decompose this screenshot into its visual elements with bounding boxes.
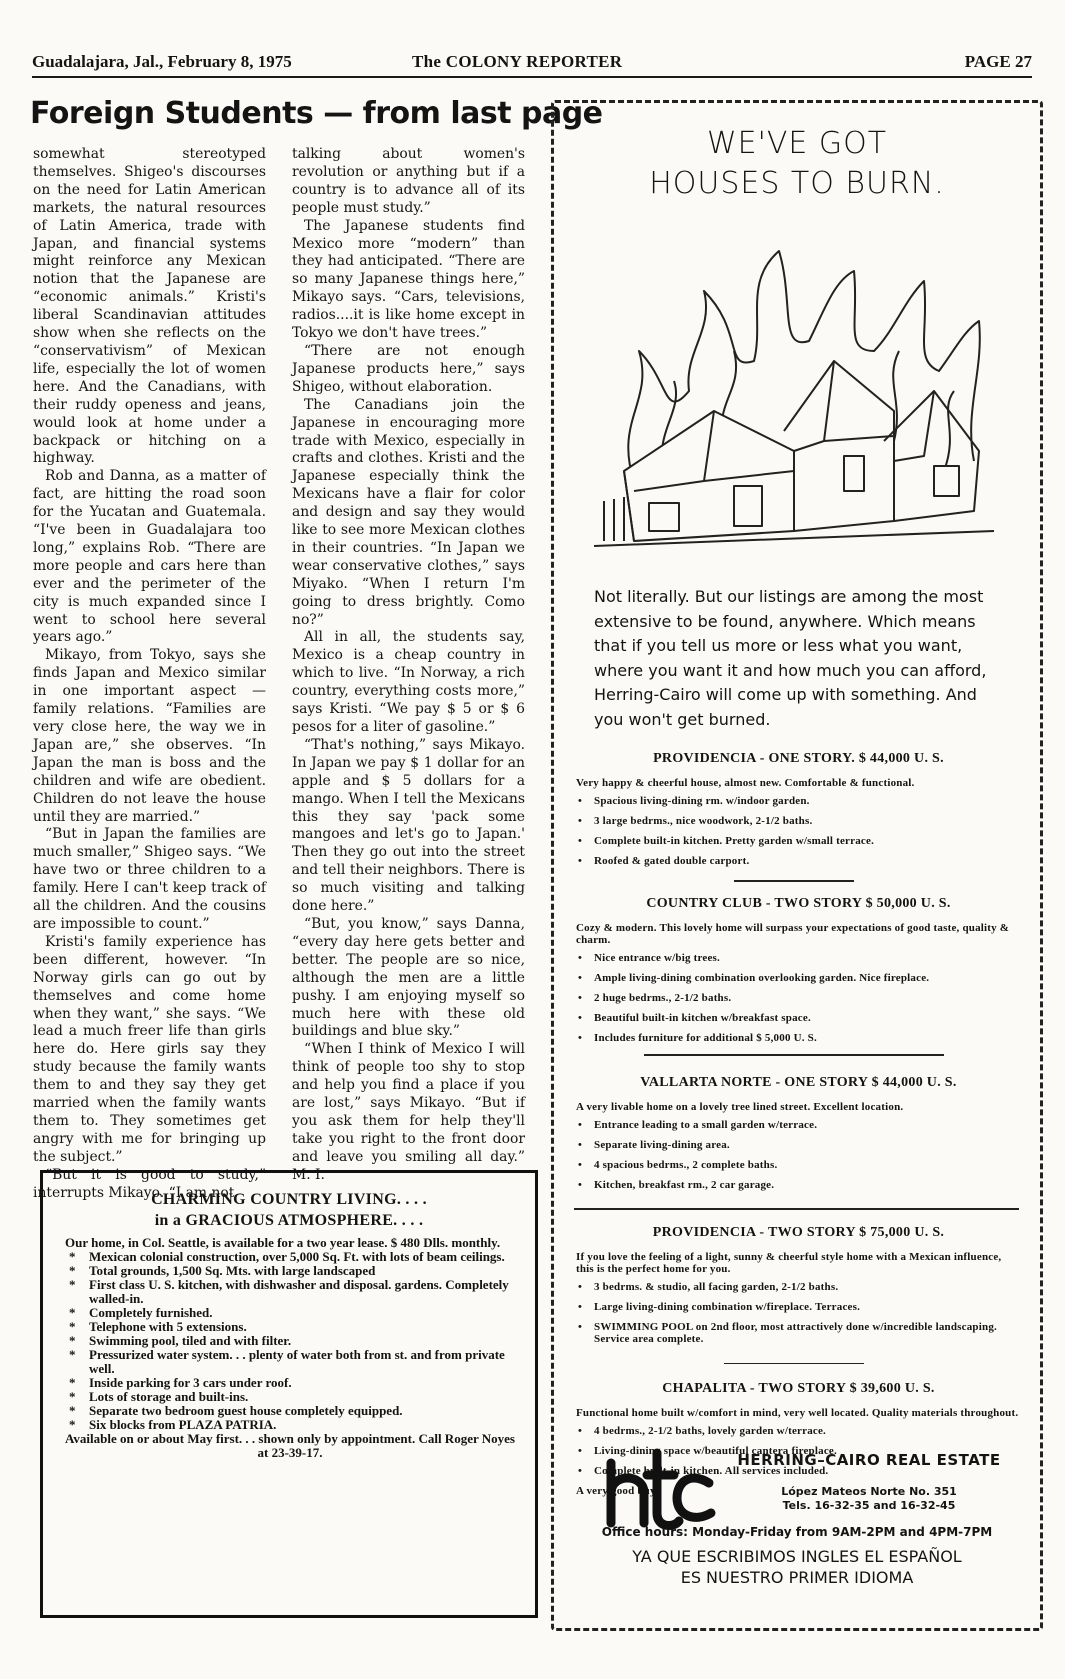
ad2-feature: * Total grounds, 1,500 Sq. Mts. with large landscaped xyxy=(65,1264,515,1278)
listing-vallarta-norte xyxy=(576,1075,1021,1199)
country-living-ad xyxy=(40,1170,538,1618)
ad2-intro: Our home, in Col. Seattle, is available for a two year lease. $ 480 Dlls. monthly. xyxy=(65,1235,501,1250)
real-estate-ad xyxy=(551,100,1043,1631)
paragraph: “But it is good to study,” interrupts Mikayo. “I am not xyxy=(33,1166,266,1201)
page-header xyxy=(32,50,1032,78)
divider xyxy=(724,1363,864,1364)
listing-feature: • Large living-dining combination w/fireplace. Terraces. xyxy=(576,1301,1021,1313)
paragraph: Rob and Danna, as a matter of fact, are hitting the road soon for the Yucatan and Guatemala. “I've been in Guadalajara too long,” explains Rob. “There are more people and cars here than ever and the perimeter of the city is much expanded since I went to school here several years ago.” xyxy=(33,468,266,646)
listing-feature: • 2 huge bedrms., 2-1/2 baths. xyxy=(576,992,1021,1004)
listing-feature: • Entrance leading to a small garden w/terrace. xyxy=(576,1119,1021,1131)
ad2-feature: * Inside parking for 3 cars under roof. xyxy=(65,1376,515,1390)
listing-feature: • Nice entrance w/big trees. xyxy=(576,952,1021,964)
paragraph: “But in Japan the families are much smaller,” Shigeo says. “We have two or three children to a family. Here I can't keep track of all the children. And the cousins are impossible to count.” xyxy=(33,826,266,932)
listing-country-club xyxy=(576,896,1021,1052)
ad-copy: Not literally. But our listings are among the most extensive to be found, anywhere. Which means that if you tell us more or less what you want, where you want it and how much you can afford, Herring-Cairo will come up with something. And you won't get burned. xyxy=(594,587,987,729)
company-info xyxy=(719,1451,1019,1513)
listing-intro: Very happy & cheerful house, almost new. Comfortable & functional. xyxy=(576,777,915,789)
tagline-line1: YA QUE ESCRIBIMOS INGLES EL ESPAÑOL xyxy=(632,1547,962,1566)
paragraph: somewhat stereotyped themselves. Shigeo's discourses on the need for Latin American markets, the natural resources of Latin America, trade with Japan, and financial systems might reinforce any Mexican notion that the Japanese are “economic animals.” Kristi's liberal Scandinavian attitudes show when she reflects on the “conservativism” of Mexican life, especially the lot of women here. And the Canadians, with their ruddy openess and jeans, would look at home under a backpack or hitching on a highway. xyxy=(33,146,266,467)
paragraph: Mikayo, from Tokyo, says she finds Japan and Mexico similar in one important aspect — family relations. “Families are very close here, the way we in Japan are,” she observes. “In Japan the man is boss and the children and wife are obedient. Children do not leave the house until they are married.” xyxy=(33,647,266,825)
company-address: López Mateos Norte No. 351 xyxy=(781,1485,957,1498)
listing-heading: CHAPALITA - TWO STORY $ 39,600 U. S. xyxy=(662,1381,935,1396)
paragraph: Kristi's family experience has been different, however. “In Norway girls can go out by themselves and come home when they want,” she says. “We lead a much freer life than girls here do. Here girls say they study because the family wants them to and they say they get married when the family wants them to. They sometimes get angry with me for bringing up the subject.” xyxy=(33,933,266,1165)
ad2-feature: * First class U. S. kitchen, with dishwasher and disposal. gardens. Completely walled-in. xyxy=(65,1278,515,1306)
listing-intro: Functional home built w/comfort in mind, very well located. Quality materials throughout. xyxy=(576,1407,1019,1419)
article-headline: Foreign Students — from last page xyxy=(30,96,603,131)
listing-intro: A very livable home on a lovely tree lined street. Excellent location. xyxy=(576,1101,904,1113)
burning-houses-illustration xyxy=(594,241,994,571)
listing-feature: • 4 bedrms., 2-1/2 baths, lovely garden w/terrace. xyxy=(576,1425,1021,1437)
listing-feature: • Includes furniture for additional $ 5,000 U. S. xyxy=(576,1032,1021,1044)
listing-feature: • Separate living-dining area. xyxy=(576,1139,1021,1151)
listing-feature: • Complete built-in kitchen. Pretty garden w/small terrace. xyxy=(576,835,1021,847)
divider xyxy=(574,1208,1019,1210)
paragraph: All in all, the students say, Mexico is a cheap country in which to live. “In Norway, a rich country, everything costs more,” says Kristi. “We pay $ 5 or $ 6 pesos for a liter of gasoline.” xyxy=(292,629,525,735)
paragraph: “There are not enough Japanese products here,” says Shigeo, without elaboration. xyxy=(292,342,525,395)
newspaper-name: The COLONY REPORTER xyxy=(412,52,623,71)
listing-feature: • 4 spacious bedrms., 2 complete baths. xyxy=(576,1159,1021,1171)
divider xyxy=(644,1054,944,1056)
ad2-body xyxy=(65,1236,515,1460)
dateline: Guadalajara, Jal., February 8, 1975 xyxy=(32,52,292,71)
listing-providencia-one-story xyxy=(576,751,1021,875)
listing-feature: • Kitchen, breakfast rm., 2 car garage. xyxy=(576,1179,1021,1191)
tagline-line2: ES NUESTRO PRIMER IDIOMA xyxy=(680,1568,914,1587)
listing-heading: VALLARTA NORTE - ONE STORY $ 44,000 U. S. xyxy=(640,1075,957,1090)
listing-feature: • 3 large bedrms., nice woodwork, 2-1/2 baths. xyxy=(576,815,1021,827)
office-hours: Office hours: Monday-Friday from 9AM-2PM and 4PM-7PM xyxy=(601,1525,993,1539)
page-number: PAGE 27 xyxy=(964,52,1032,71)
listing-feature: • Ample living-dining combination overlooking garden. Nice fireplace. xyxy=(576,972,1021,984)
listing-feature: • Spacious living-dining rm. w/indoor garden. xyxy=(576,795,1021,807)
listing-feature: • Complete built-in kitchen. All services included. xyxy=(576,1465,1021,1477)
listing-feature: • Living-dining space w/beautiful cantera fireplace. xyxy=(576,1445,1021,1457)
listing-feature: • Roofed & gated double carport. xyxy=(576,855,1021,867)
listing-heading: PROVIDENCIA - ONE STORY. $ 44,000 U. S. xyxy=(653,751,944,766)
ad2-heading-2: in a GRACIOUS ATMOSPHERE. . . . xyxy=(154,1212,424,1229)
ad-title-line2: HOUSES TO BURN. xyxy=(649,166,945,201)
paragraph: “When I think of Mexico I will think of people too shy to stop and help you find a place if you are lost,” says Mikayo. “But if you ask them for help they'll take you right to the front door and leave you smiling all day.” M. I. xyxy=(292,1041,525,1183)
ad2-feature: * Six blocks from PLAZA PATRIA. xyxy=(65,1418,515,1432)
listing-feature: • 3 bedrms. & studio, all facing garden, 2-1/2 baths. xyxy=(576,1281,1021,1293)
listing-intro: If you love the feeling of a light, sunny & cheerful style home with a Mexican influence, this is the perfect home for you. xyxy=(576,1251,1002,1275)
ad2-feature: * Completely furnished. xyxy=(65,1306,515,1320)
article-column-2 xyxy=(292,146,525,1185)
ad-title-line1: WE'VE GOT xyxy=(706,126,888,161)
listing-intro: Cozy & modern. This lovely home will surpass your expectations of good taste, quality & charm. xyxy=(576,922,1010,946)
listing-providencia-two-story xyxy=(576,1225,1021,1353)
ad2-heading-1: CHARMING COUNTRY LIVING. . . . xyxy=(151,1191,427,1208)
ad2-feature: * Telephone with 5 extensions. xyxy=(65,1320,515,1334)
ad2-feature: * Mexican colonial construction, over 5,000 Sq. Ft. with lots of beam ceilings. xyxy=(65,1250,515,1264)
divider xyxy=(734,880,854,882)
ad2-feature: * Pressurized water system. . . plenty of water both from st. and from private well. xyxy=(65,1348,515,1376)
listing-feature: • SWIMMING POOL on 2nd floor, most attractively done w/incredible landscaping. Service area complete. xyxy=(576,1321,1021,1345)
paragraph: “But, you know,” says Danna, “every day here gets better and better. The people are so nice, although the men are a little pushy. I am enjoying myself so much here with these old buildings and blue sky.” xyxy=(292,915,525,1040)
ad2-footer: Available on or about May first. . . shown only by appointment. Call Roger Noyes at 23-39-17. xyxy=(65,1431,515,1460)
paragraph: The Canadians join the Japanese in encouraging more trade with Mexico, especially in crafts and clothes. Kristi and the Japanese especially think the Mexicans have a flair for color and design and say they would like to see more Mexican clothes in their countries. “In Japan we wear conservative clothes,” says Miyako. “When I return I'm going to dress brightly. Como no?” xyxy=(292,396,525,628)
paragraph: talking about women's revolution or anything but if a country is to advance all of its people must study.” xyxy=(292,146,525,216)
paragraph: “That's nothing,” says Mikayo. In Japan we pay $ 1 dollar for an apple and $ 5 dollars for a mango. When I tell the Mexicans this they say 'pack some mangoes and let's go to Japan.' Then they go out into the street and tell their neighbors. There is so much visiting and talking done here.” xyxy=(292,736,525,915)
ad2-feature: * Separate two bedroom guest house completely equipped. xyxy=(65,1404,515,1418)
article-column-1 xyxy=(33,146,266,1202)
company-phones: Tels. 16-32-35 and 16-32-45 xyxy=(782,1499,956,1512)
ad2-feature: * Lots of storage and built-ins. xyxy=(65,1390,515,1404)
ad2-feature: * Swimming pool, tiled and with filter. xyxy=(65,1334,515,1348)
listing-heading: PROVIDENCIA - TWO STORY $ 75,000 U. S. xyxy=(652,1225,945,1240)
listing-feature: • Beautiful built-in kitchen w/breakfast space. xyxy=(576,1012,1021,1024)
listing-outro: A very good buy. xyxy=(576,1485,659,1497)
paragraph: The Japanese students find Mexico more “modern” than they had anticipated. “There are so many Japanese things here,” Mikayo says. “Cars, televisions, radios....it is like home except in Tokyo we don't have trees.” xyxy=(292,217,525,342)
listing-heading: COUNTRY CLUB - TWO STORY $ 50,000 U. S. xyxy=(646,896,951,911)
company-name: HERRING–CAIRO REAL ESTATE xyxy=(737,1451,1001,1469)
